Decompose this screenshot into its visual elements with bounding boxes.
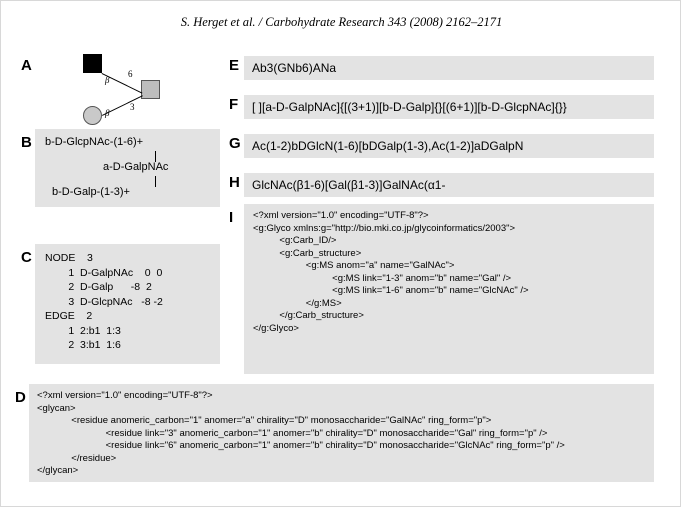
panel-letter-c: C <box>21 249 32 266</box>
panel-c-line-2: 1 D-GalpNAc 0 0 <box>45 266 163 279</box>
panel-f-text: [ ][a-D-GalpNAc]{[(3+1)][b-D-Galp]{}[(6+1)][b-D-GlcpNAc]{}} <box>252 100 567 114</box>
gal-circle-grey-icon <box>83 106 102 125</box>
panel-letter-h: H <box>229 174 240 191</box>
panel-b-connector-lower <box>155 176 156 187</box>
panel-c-line-7: 2 3:b1 1:6 <box>45 339 121 351</box>
panel-e-text: Ab3(GNb6)ANa <box>252 61 337 75</box>
panel-letter-a: A <box>21 57 32 74</box>
panel-g-text: Ac(1-2)bDGlcN(1-6)[bDGalp(1-3),Ac(1-2)]aDGalpN <box>252 139 524 153</box>
panel-letter-f: F <box>229 96 239 113</box>
panel-d-content <box>37 390 652 478</box>
glcnac-square-black-icon <box>83 54 102 73</box>
panel-i-line-5: <g:MS anom="a" name="GalNAc"> <box>253 260 455 271</box>
panel-d-line-4: <residue link="3" anomeric_carbon="1" anomer="b" chirality="D" monosaccharide="Gal" ring_form="p" /> <box>37 427 548 439</box>
galnac-square-grey-icon <box>141 80 160 99</box>
panel-i-content <box>253 210 653 335</box>
panel-b-content <box>35 129 220 207</box>
edge-label-6: 6 <box>128 69 133 79</box>
panel-d-line-1: <?xml version="1.0" encoding="UTF-8"?> <box>37 390 213 401</box>
panel-b-line-1: b-D-GlcpNAc-(1-6)+ <box>45 136 144 148</box>
panel-i-line-9: </g:Carb_structure> <box>253 310 364 321</box>
panel-a-glycan-diagram <box>61 51 211 136</box>
panel-letter-b: B <box>21 134 32 151</box>
panel-c-line-4: 3 D-GlcpNAc -8 -2 <box>45 295 163 308</box>
panel-i-line-4: <g:Carb_structure> <box>253 247 362 259</box>
panel-letter-g: G <box>229 135 241 152</box>
panel-i-line-7: <g:MS link="1-6" anom="b" name="GlcNAc" /> <box>253 285 529 296</box>
panel-i-line-1: <?xml version="1.0" encoding="UTF-8"?> <box>253 210 429 221</box>
running-head: S. Herget et al. / Carbohydrate Research 343 (2008) 2162–2171 <box>180 15 503 29</box>
panel-d-line-2: <glycan> <box>37 402 76 414</box>
panel-c-line-6: 1 2:b1 1:3 <box>45 324 121 337</box>
panel-d-line-6: </residue> <box>37 452 117 464</box>
panel-d-line-5: <residue link="6" anomeric_carbon="1" anomer="b" chirality="D" monosaccharide="GlcNAc" ring_form="p" /> <box>37 440 565 451</box>
panel-c-content <box>45 251 220 353</box>
panel-i-line-6: <g:MS link="1-3" anom="b" name="Gal" /> <box>253 272 512 284</box>
panel-d-line-3: <residue anomeric_carbon="1" anomer="a" chirality="D" monosaccharide="GalNAc" ring_form="p"> <box>37 415 492 426</box>
edge-label-beta-lower: β <box>105 108 110 118</box>
panel-c-line-5: EDGE 2 <box>45 310 93 322</box>
edge-label-beta-upper: β <box>105 75 110 85</box>
panel-c-line-3: 2 D-Galp -8 2 <box>45 281 152 293</box>
panel-letter-e: E <box>229 57 240 74</box>
panel-letter-d: D <box>15 389 26 406</box>
edge-label-3: 3 <box>130 102 135 112</box>
panel-d-line-7: </glycan> <box>37 465 79 476</box>
panel-b-line-2: a-D-GalpNAc <box>103 161 169 173</box>
panel-i-line-8: </g:MS> <box>253 297 342 309</box>
panel-i-line-2: <g:Glyco xmlns:g="http://bio.mki.co.jp/glycoinformatics/2003"> <box>253 222 516 234</box>
panel-b-line-3: b-D-Galp-(1-3)+ <box>52 186 130 198</box>
panel-letter-i: I <box>229 209 234 226</box>
panel-h-text: GlcNAc(β1-6)[Gal(β1-3)]GalNAc(α1- <box>252 178 446 192</box>
panel-c-line-1: NODE 3 <box>45 252 93 264</box>
panel-i-line-3: <g:Carb_ID/> <box>253 235 337 246</box>
panel-i-line-10: </g:Glyco> <box>253 322 299 334</box>
